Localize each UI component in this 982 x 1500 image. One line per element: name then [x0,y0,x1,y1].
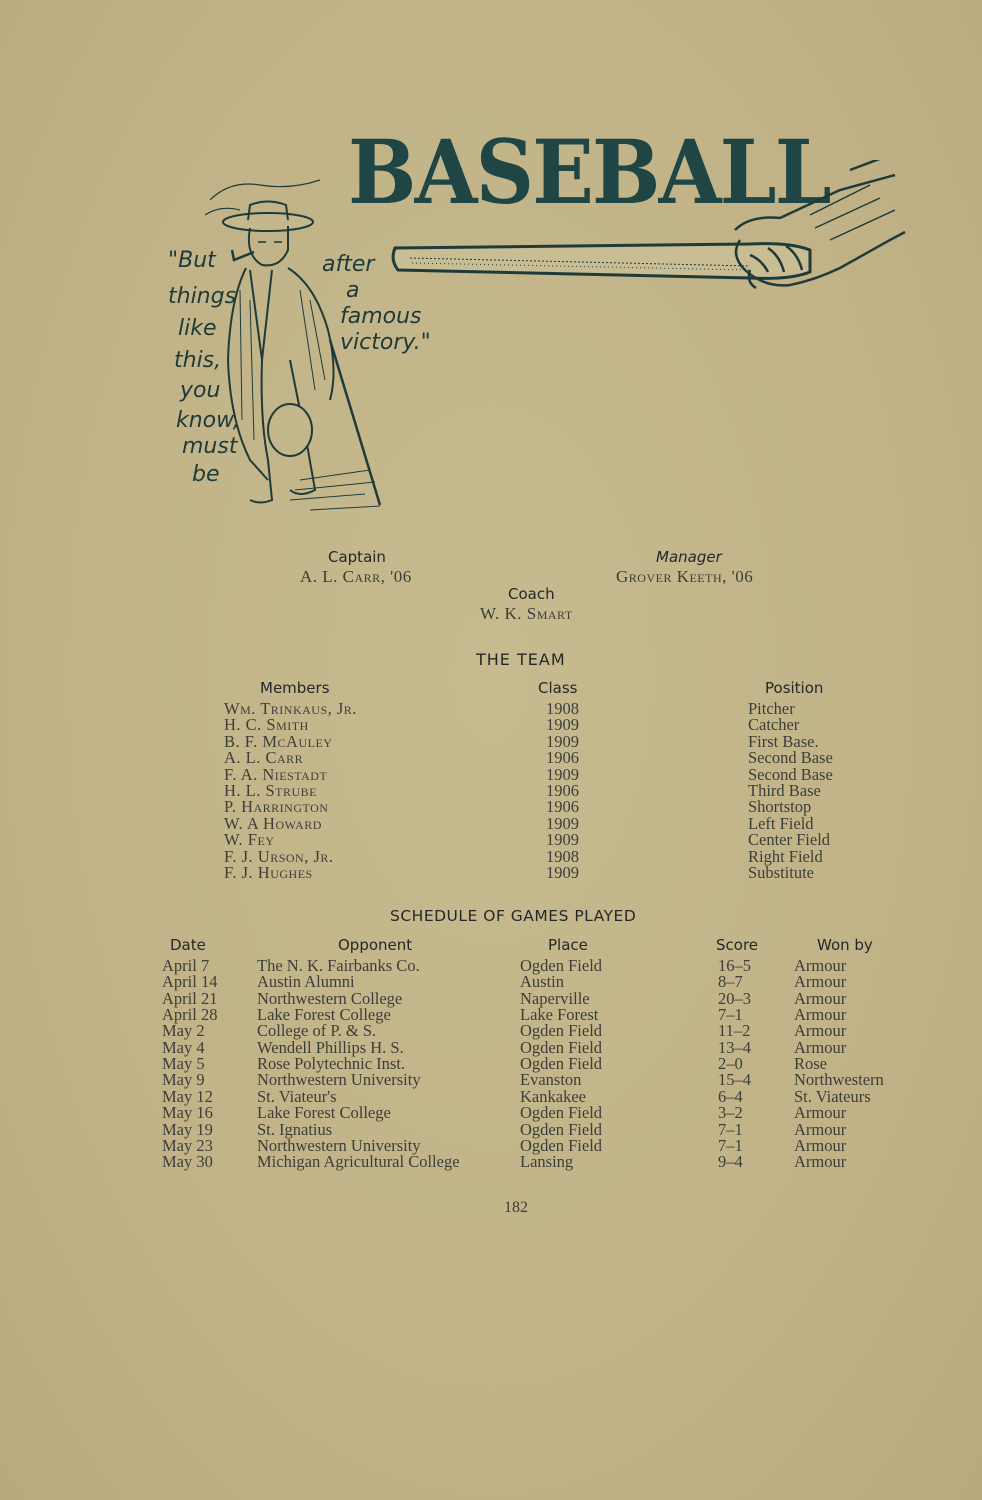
quote-word: be [192,462,220,487]
game-place: Ogden Field [520,1119,603,1139]
game-opponent: Northwestern University [257,1070,421,1090]
game-date: April 28 [162,1005,218,1025]
game-score: 20–3 [718,988,751,1008]
game-winner: Rose [794,1054,827,1074]
captain-label: Captain [328,548,386,566]
quote-word: "But [168,248,216,273]
page-number: 182 [504,1199,528,1216]
game-score: 15–4 [718,1070,751,1090]
game-winner: Armour [794,988,847,1008]
game-date: May 19 [162,1119,213,1139]
manager-label: Manager [656,548,722,566]
team-row [0,699,982,718]
team-member-name: F. A. Niestadt [224,764,328,784]
team-member-name: P. Harrington [224,797,329,817]
game-winner: Armour [794,956,847,975]
game-score: 7–1 [718,1135,743,1155]
quote-word: victory." [340,330,431,355]
game-place: Ogden Field [520,1103,603,1123]
game-score: 6–4 [718,1086,743,1106]
team-member-class: 1908 [546,699,579,718]
team-member-position: Catcher [748,715,800,735]
schedule-row [0,1021,982,1041]
game-place: Lake Forest [520,1005,599,1025]
team-member-position: Shortstop [748,797,812,817]
quote-word: a [346,278,360,303]
quote-word: after [322,252,375,277]
team-col-class: Class [538,679,578,697]
game-place: Ogden Field [520,1021,603,1041]
game-score: 11–2 [718,1021,751,1041]
team-row [0,715,982,735]
team-member-position: Left Field [748,813,814,833]
game-winner: Armour [794,1135,847,1155]
game-score: 2–0 [718,1054,743,1074]
page-title: BASEBALL [348,120,830,224]
team-member-name: H. C. Smith [224,715,309,735]
game-winner: Armour [794,972,847,992]
team-member-name: F. J. Urson, Jr. [224,846,334,866]
quote-word: things [168,284,237,309]
quote-word: famous [340,304,422,329]
team-row [0,764,982,784]
team-member-name: B. F. McAuley [224,731,333,751]
schedule-col-opponent: Opponent [338,936,413,954]
schedule-row [0,1119,982,1139]
team-member-name: W. A Howard [224,813,322,833]
team-member-position: Second Base [748,764,833,784]
team-row [0,863,982,882]
game-date: May 5 [162,1054,205,1074]
team-member-position: Pitcher [748,699,795,718]
schedule-col-date: Date [170,936,206,954]
team-row [0,797,982,817]
team-member-name: H. L. Strube [224,781,318,800]
team-member-class: 1909 [546,830,579,850]
captain-name: A. L. Carr, '06 [300,567,412,586]
game-winner: Armour [794,1005,847,1025]
team-member-class: 1909 [546,715,579,735]
game-winner: Armour [794,1037,847,1057]
coach-label: Coach [508,585,555,603]
schedule-row [0,1037,982,1057]
game-opponent: Wendell Phillips H. S. [257,1037,404,1057]
game-opponent: St. Viateur's [257,1086,337,1106]
schedule-row [0,1135,982,1155]
game-opponent: Michigan Agricultural College [257,1152,460,1172]
game-opponent: Northwestern College [257,988,403,1008]
game-date: May 30 [162,1152,213,1172]
team-row [0,748,982,768]
schedule-col-place: Place [548,936,588,954]
team-member-class: 1906 [546,748,579,768]
schedule-row [0,1005,982,1025]
game-place: Naperville [520,988,590,1008]
game-opponent: The N. K. Fairbanks Co. [257,956,420,975]
game-place: Evanston [520,1070,582,1090]
manager-name: Grover Keeth, '06 [616,567,754,586]
game-score: 3–2 [718,1103,743,1123]
team-row [0,781,982,800]
schedule-col-won-by: Won by [817,936,873,954]
schedule-heading: SCHEDULE OF GAMES PLAYED [390,907,637,925]
team-row [0,830,982,850]
game-winner: Northwestern [794,1070,884,1090]
schedule-row [0,956,982,975]
team-member-name: W. Fey [224,830,275,850]
game-opponent: Austin Alumni [257,972,355,992]
team-member-position: Third Base [748,781,821,800]
game-place: Lansing [520,1152,574,1172]
team-member-position: Substitute [748,863,815,882]
game-place: Kankakee [520,1086,586,1106]
game-place: Ogden Field [520,1054,603,1074]
quote-word: this, [174,348,222,373]
game-date: May 16 [162,1103,213,1123]
quote-word: know, [176,408,240,433]
schedule-row [0,1070,982,1090]
team-member-class: 1906 [546,797,579,817]
team-member-position: First Base. [748,731,819,751]
game-date: April 14 [162,972,218,992]
game-score: 9–4 [718,1152,743,1172]
team-member-position: Second Base [748,748,833,768]
game-place: Ogden Field [520,1135,603,1155]
game-place: Ogden Field [520,1037,603,1057]
team-member-class: 1906 [546,781,579,800]
schedule-row [0,972,982,992]
quote-word: you [180,378,221,403]
game-score: 13–4 [718,1037,751,1057]
game-opponent: Northwestern University [257,1135,421,1155]
game-winner: Armour [794,1103,847,1123]
team-member-name: A. L. Carr [224,748,304,768]
schedule-row [0,1086,982,1106]
game-date: April 7 [162,956,210,975]
game-date: May 2 [162,1021,205,1041]
team-member-position: Center Field [748,830,831,850]
team-member-class: 1909 [546,731,579,751]
game-winner: Armour [794,1152,847,1172]
game-winner: Armour [794,1119,847,1139]
team-row [0,813,982,833]
game-winner: Armour [794,1021,847,1041]
schedule-row [0,1103,982,1123]
quote-word: like [178,316,217,341]
schedule-row [0,988,982,1008]
game-date: May 4 [162,1037,205,1057]
game-score: 8–7 [718,972,743,992]
team-member-name: F. J. Hughes [224,863,313,882]
team-member-class: 1909 [546,813,579,833]
game-winner: St. Viateurs [794,1086,871,1106]
game-date: April 21 [162,988,218,1008]
game-opponent: Lake Forest College [257,1005,391,1025]
game-score: 7–1 [718,1119,743,1139]
quote-word: must [182,434,238,459]
team-row [0,846,982,866]
schedule-col-score: Score [716,936,759,954]
team-col-members: Members [260,679,330,697]
game-date: May 12 [162,1086,213,1106]
schedule-row [0,1054,982,1074]
game-score: 7–1 [718,1005,743,1025]
team-member-name: Wm. Trinkaus, Jr. [224,699,357,718]
game-date: May 9 [162,1070,205,1090]
coach-name: W. K. Smart [480,604,573,623]
baseball-cartoon-illustration [150,160,910,530]
team-member-class: 1909 [546,863,579,882]
game-opponent: Rose Polytechnic Inst. [257,1054,406,1074]
schedule-row [0,1152,982,1172]
team-heading: THE TEAM [476,650,566,669]
game-date: May 23 [162,1135,213,1155]
team-row [0,731,982,751]
game-opponent: College of P. & S. [257,1021,377,1041]
team-member-position: Right Field [748,846,823,866]
team-member-class: 1909 [546,764,579,784]
game-score: 16–5 [718,956,751,975]
game-opponent: Lake Forest College [257,1103,391,1123]
game-place: Ogden Field [520,956,603,975]
team-col-position: Position [765,679,824,697]
game-opponent: St. Ignatius [257,1119,333,1139]
game-place: Austin [520,972,565,992]
team-member-class: 1908 [546,846,579,866]
